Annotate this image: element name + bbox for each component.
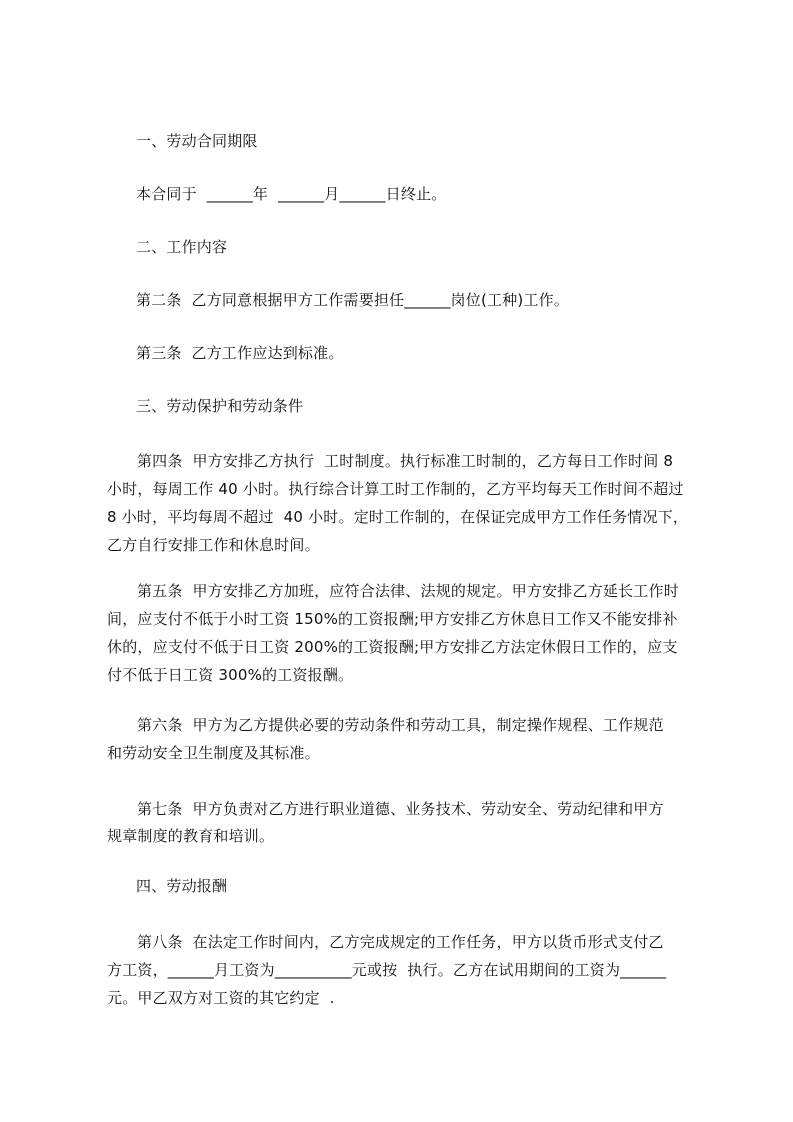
article-7-line-2: 规章制度的教育和培训。 (107, 827, 275, 845)
article-8-line-3: 元。甲乙双方对工资的其它约定 . (107, 989, 335, 1007)
article-6-line-1: 第六条 甲方为乙方提供必要的劳动条件和劳动工具，制定操作规程、工作规范 (132, 716, 664, 734)
article-4-line-3: 8 小时，平均每周不超过 40 小时。定时工作制的，在保证完成甲方工作任务情况下， (107, 508, 689, 526)
article-6-line-2: 和劳动安全卫生制度及其标准。 (107, 744, 320, 762)
article-4-line-2: 小时，每周工作 40 小时。执行综合计算工时工作制的，乙方平均每天工作时间不超过 (107, 480, 684, 498)
contract-term-line: 本合同于 ______年 ______月______日终止。 (136, 185, 447, 203)
article-8-line-1: 第八条 在法定工作时间内，乙方完成规定的工作任务，甲方以货币形式支付乙 (132, 933, 664, 951)
article-5-line-4: 付不低于日工资 300%的工资报酬。 (107, 666, 354, 684)
article-5-line-3: 休的，应支付不低于日工资 200%的工资报酬;甲方安排乙方法定休假日工作的，应支 (107, 638, 678, 656)
article-3: 第三条 乙方工作应达到标准。 (136, 344, 344, 362)
article-4-line-4: 乙方自行安排工作和休息时间。 (107, 536, 320, 554)
section-heading-term: 一、劳动合同期限 (136, 132, 258, 150)
article-2: 第二条 乙方同意根据甲方工作需要担任______岗位(工种)工作。 (136, 291, 570, 309)
article-4-line-1: 第四条 甲方安排乙方执行 工时制度。执行标准工时制的，乙方每日工作时间 8 (132, 452, 674, 470)
section-heading-remuneration: 四、劳动报酬 (136, 877, 228, 895)
section-heading-work-content: 二、工作内容 (136, 238, 228, 256)
section-heading-labor-protection: 三、劳动保护和劳动条件 (136, 397, 304, 415)
article-5-line-2: 间，应支付不低于小时工资 150%的工资报酬;甲方安排乙方休息日工作又不能安排补 (107, 610, 678, 628)
article-5-line-1: 第五条 甲方安排乙方加班，应符合法律、法规的规定。甲方安排乙方延长工作时 (132, 582, 679, 600)
article-7-line-1: 第七条 甲方负责对乙方进行职业道德、业务技术、劳动安全、劳动纪律和甲方 (132, 800, 664, 818)
article-8-line-2: 方工资，______月工资为__________元或按 执行。乙方在试用期间的工资为______ (107, 961, 667, 979)
